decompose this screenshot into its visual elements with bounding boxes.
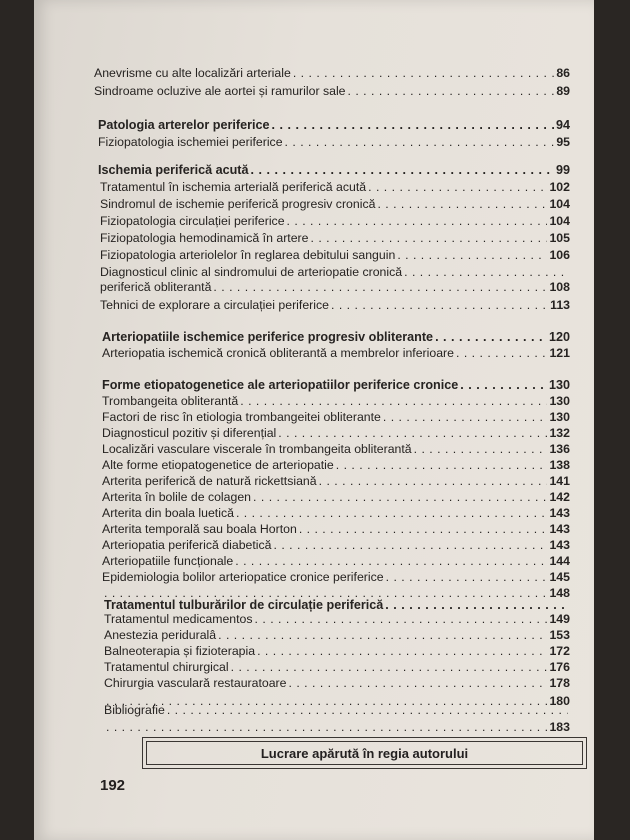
toc-entry — [104, 720, 570, 735]
toc-entry — [100, 280, 570, 295]
toc-entry — [104, 676, 570, 691]
toc-entry — [102, 474, 570, 489]
toc-entry — [98, 118, 570, 133]
page-number: 192 — [100, 777, 126, 794]
dot-leader — [319, 474, 548, 489]
dot-leader — [460, 378, 547, 393]
toc-entry-page: 120 — [548, 330, 570, 344]
toc-entry — [104, 660, 570, 675]
toc-entry — [102, 410, 570, 425]
toc-entry — [102, 522, 570, 537]
toc-entry-title: Forme etiopatogenetice ale arteriopatiilor periferice cronice — [102, 378, 459, 392]
toc-entry-page: 183 — [549, 720, 570, 734]
dot-leader — [231, 660, 548, 675]
toc-entry-title: Tratamentul medicamentos — [104, 612, 253, 626]
toc-entry — [102, 378, 570, 393]
dot-leader — [235, 554, 547, 569]
toc-entry — [102, 426, 570, 441]
toc-entry — [100, 265, 570, 280]
toc-entry — [102, 490, 570, 505]
toc-entry — [100, 298, 570, 313]
dot-leader — [289, 676, 548, 691]
dot-leader — [218, 628, 547, 643]
toc-entry — [102, 506, 570, 521]
toc-entry — [98, 135, 570, 150]
dot-leader — [385, 598, 568, 613]
toc-entry-title: Tratamentul chirurgical — [104, 660, 229, 674]
publisher-note-box — [142, 737, 587, 769]
dot-leader — [435, 330, 547, 345]
toc-entry-page: 180 — [549, 694, 570, 708]
toc-entry — [104, 628, 570, 643]
dot-leader — [257, 644, 547, 659]
dot-leader — [106, 720, 547, 735]
dot-leader — [299, 522, 548, 537]
dot-leader — [253, 490, 547, 505]
toc-entry-title: Bibliografie — [104, 703, 165, 717]
toc-entry-page: 86 — [556, 66, 570, 80]
toc-entry-title: Fiziopatologia circulației periferice — [100, 214, 285, 228]
toc-entry — [100, 231, 570, 246]
toc-entry — [102, 346, 570, 361]
toc-entry-page: 143 — [549, 522, 570, 536]
toc-entry — [102, 330, 570, 345]
toc-entry-page: 95 — [556, 135, 570, 149]
toc-entry-title: Arterita periferică de natură rickettsiană — [102, 474, 317, 488]
dot-leader — [397, 248, 547, 263]
toc-entry-title: Trombangeita obliterantă — [102, 394, 239, 408]
publisher-note: Lucrare apărută în regia autorului — [146, 741, 583, 765]
toc-entry — [102, 570, 570, 585]
dot-leader — [386, 570, 548, 585]
table-of-contents — [34, 0, 594, 840]
toc-entry-page: 102 — [549, 180, 570, 194]
dot-leader — [213, 280, 547, 295]
toc-entry-page: 108 — [549, 280, 570, 294]
toc-entry — [104, 612, 570, 627]
toc-entry-page: 138 — [549, 458, 570, 472]
toc-entry-page: 89 — [556, 84, 570, 98]
toc-entry-title: Diagnosticul clinic al sindromului de arteriopatie cronică — [100, 265, 403, 279]
dot-leader — [271, 118, 554, 133]
dot-leader — [240, 394, 547, 409]
dot-leader — [285, 135, 555, 150]
dot-leader — [377, 197, 547, 212]
book-page — [34, 0, 594, 840]
toc-entry-title: Arteriopatia periferică diabetică — [102, 538, 272, 552]
toc-entry-title: Tratamentul tulburărilor de circulație periferică — [104, 598, 384, 612]
toc-entry-title: Sindromul de ischemie periferică progresiv cronică — [100, 197, 376, 211]
toc-entry-title: Arteriopatia ischemică cronică obliterantă a membrelor inferioare — [102, 346, 454, 360]
toc-entry — [102, 554, 570, 569]
toc-entry-title: Localizări vasculare viscerale în trombangeita obliterantă — [102, 442, 412, 456]
toc-entry-title: Epidemiologia bolilor arteriopatice cronice periferice — [102, 570, 384, 584]
dot-leader — [167, 703, 568, 718]
toc-entry-page: 121 — [549, 346, 570, 360]
toc-entry — [100, 214, 570, 229]
toc-entry-title: Diagnosticul pozitiv și diferențial — [102, 426, 277, 440]
dot-leader — [414, 442, 548, 457]
dot-leader — [336, 458, 548, 473]
toc-entry-title: Arterita în bolile de colagen — [102, 490, 252, 504]
toc-entry-title: Arteriopatiile ischemice periferice progresiv obliterante — [102, 330, 434, 344]
toc-entry-page: 149 — [549, 612, 570, 626]
toc-entry-page: 141 — [549, 474, 570, 488]
toc-entry-page: 104 — [549, 214, 570, 228]
dot-leader — [383, 410, 548, 425]
toc-entry — [102, 394, 570, 409]
toc-entry-page: 106 — [549, 248, 570, 262]
dot-leader — [348, 84, 555, 99]
toc-entry — [100, 248, 570, 263]
toc-entry — [100, 180, 570, 195]
toc-entry-title: Arterita temporală sau boala Horton — [102, 522, 297, 536]
toc-entry — [104, 703, 570, 718]
toc-entry — [102, 538, 570, 553]
dot-leader — [251, 163, 554, 178]
dot-leader — [456, 346, 547, 361]
toc-entry-page: 136 — [549, 442, 570, 456]
toc-entry-page: 148 — [549, 586, 570, 600]
toc-entry-title: Anevrisme cu alte localizări arteriale — [94, 66, 291, 80]
toc-entry-title: Fiziopatologia hemodinamică în artere — [100, 231, 309, 245]
toc-entry-page: 143 — [549, 538, 570, 552]
toc-entry — [94, 84, 570, 99]
toc-entry — [104, 644, 570, 659]
toc-entry-title: Balneoterapia și fizioterapia — [104, 644, 256, 658]
toc-entry-title: Arterita din boala luetică — [102, 506, 234, 520]
toc-entry-page: 144 — [549, 554, 570, 568]
toc-entry-page: 145 — [549, 570, 570, 584]
toc-entry-page: 142 — [549, 490, 570, 504]
toc-entry-title: Ischemia periferică acută — [98, 163, 249, 177]
toc-entry-page: 130 — [548, 378, 570, 392]
toc-entry — [104, 598, 570, 613]
toc-entry-title: periferică obliterantă — [100, 280, 212, 294]
toc-entry-title: Anestezia periduralâ — [104, 628, 217, 642]
toc-entry-title: Sindroame ocluzive ale aortei și ramurilor sale — [94, 84, 346, 98]
toc-entry-title: Patologia arterelor periferice — [98, 118, 270, 132]
toc-entry-title: Tehnici de explorare a circulației periferice — [100, 298, 329, 312]
toc-entry-page: 143 — [549, 506, 570, 520]
toc-entry-title: Fiziopatologia ischemiei periferice — [98, 135, 283, 149]
toc-entry-title: Alte forme etiopatogenetice de arteriopatie — [102, 458, 334, 472]
toc-entry — [100, 197, 570, 212]
toc-entry-page: 176 — [549, 660, 570, 674]
toc-entry-page: 153 — [549, 628, 570, 642]
toc-entry-title: Tratamentul în ischemia arterială periferică acută — [100, 180, 367, 194]
dot-leader — [255, 612, 548, 627]
toc-entry — [102, 458, 570, 473]
toc-entry-page: 178 — [549, 676, 570, 690]
toc-entry-page: 113 — [550, 298, 570, 312]
dot-leader — [368, 180, 547, 195]
dot-leader — [236, 506, 548, 521]
dot-leader — [404, 265, 568, 280]
toc-entry-page: 130 — [549, 410, 570, 424]
toc-entry — [94, 66, 570, 81]
toc-entry-title: Factori de risc în etiologia trombangeitei obliterante — [102, 410, 381, 424]
dot-leader — [287, 214, 548, 229]
toc-entry-page: 99 — [555, 163, 570, 177]
toc-entry-page: 132 — [549, 426, 570, 440]
toc-entry-title: Fiziopatologia arteriolelor în reglarea debitului sanguin — [100, 248, 396, 262]
dot-leader — [331, 298, 548, 313]
dot-leader — [274, 538, 548, 553]
toc-entry-page: 130 — [549, 394, 570, 408]
dot-leader — [293, 66, 554, 81]
toc-entry-title: Chirurgia vasculară restauratoare — [104, 676, 287, 690]
toc-entry — [102, 442, 570, 457]
toc-entry — [98, 163, 570, 178]
toc-entry-page: 105 — [549, 231, 570, 245]
dot-leader — [310, 231, 547, 246]
toc-entry-title: Arteriopatiile funcționale — [102, 554, 234, 568]
toc-entry-page: 104 — [549, 197, 570, 211]
dot-leader — [278, 426, 547, 441]
toc-entry-page: 172 — [549, 644, 570, 658]
toc-entry-page: 94 — [555, 118, 570, 132]
